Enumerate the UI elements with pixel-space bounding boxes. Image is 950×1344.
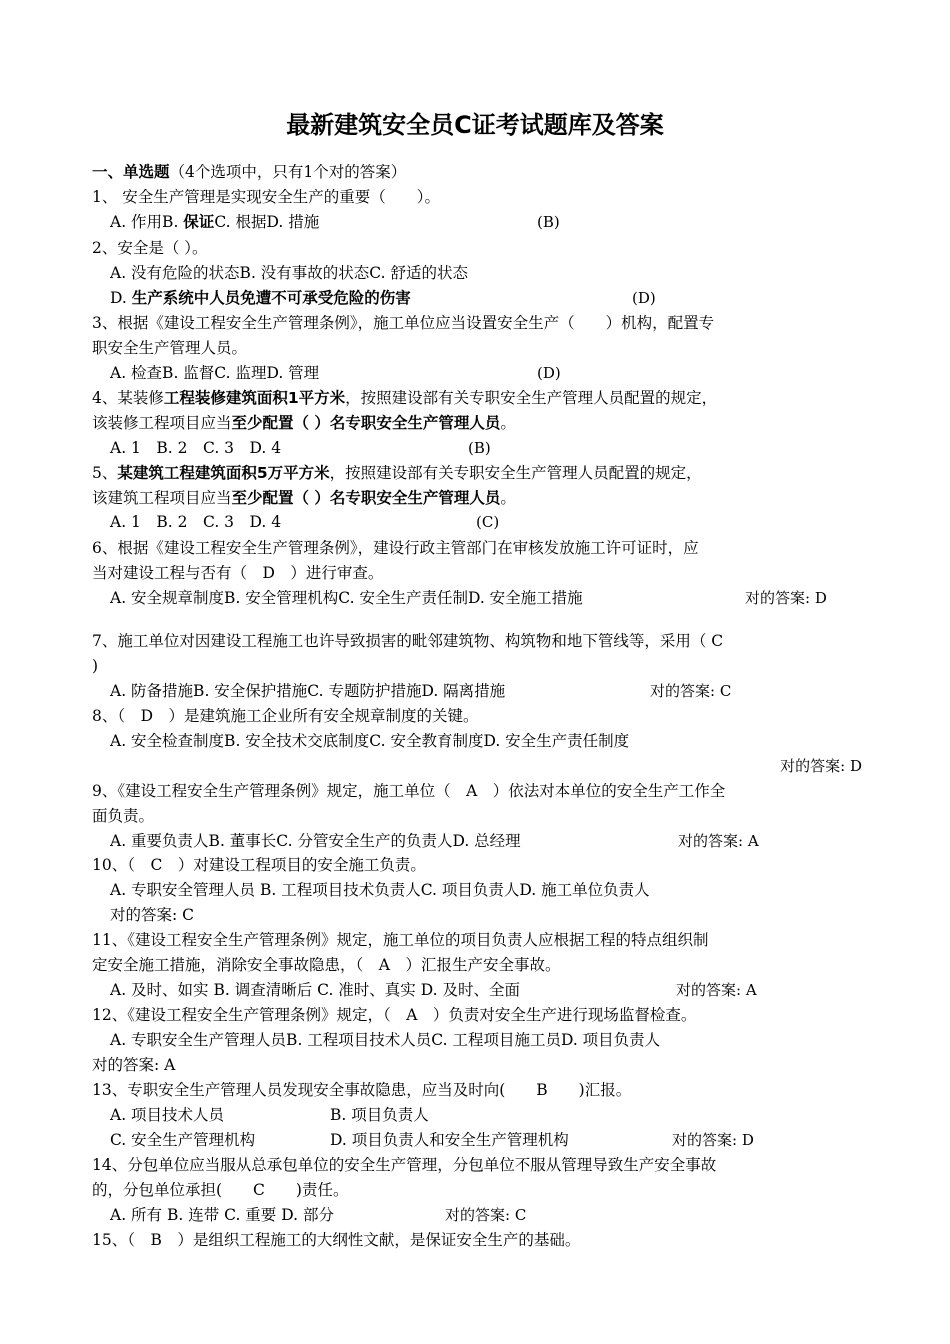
question-7-line-1: 7、施工单位对因建设工程施工也许导致损害的毗邻建筑物、构筑物和地下管线等，采用（ C	[92, 632, 724, 650]
question-14-line-2: 的，分包单位承担( C )责任。	[92, 1181, 349, 1199]
question-12-options: A. 专职安全生产管理人员B. 工程项目技术人员C. 工程项目施工员D. 项目负责人	[110, 1031, 661, 1049]
question-3-line-1: 3、根据《建设工程安全生产管理条例》，施工单位应当设置安全生产（ ）机构，配置专	[92, 314, 715, 332]
question-bold: 至少配置（ ）名专职安全生产管理人员	[231, 489, 501, 507]
question-6-line-2: 当对建设工程与否有（ D ）进行审查。	[92, 564, 384, 582]
question-5-answer: (C)	[476, 513, 500, 531]
question-5-options: A. 1 B. 2 C. 3 D. 4	[110, 513, 282, 531]
question-6-answer: 对的答案: D	[745, 589, 827, 607]
option-text: C. 根据D. 措施	[214, 213, 320, 231]
question-8: 8、（ D ）是建筑施工企业所有安全规章制度的关键。	[92, 707, 479, 725]
option-bold: 保证	[183, 213, 215, 231]
question-text: 该建筑工程项目应当	[92, 489, 232, 507]
question-12: 12、《建设工程安全生产管理条例》规定，（ A ）负责对安全生产进行现场监督检查。	[92, 1006, 697, 1024]
question-4-answer: (B)	[468, 439, 491, 457]
question-11-line-2: 定安全施工措施，消除安全事故隐患，（ A ）汇报生产安全事故。	[92, 956, 561, 974]
question-14-options: A. 所有 B. 连带 C. 重要 D. 部分	[110, 1206, 334, 1224]
question-bold: 某建筑工程建筑面积5万平方米	[117, 464, 330, 482]
question-3-line-2: 职安全生产管理人员。	[92, 339, 248, 357]
question-text: 5、	[92, 464, 118, 482]
question-9-line-2: 面负责。	[92, 807, 155, 825]
question-3-answer: (D)	[537, 364, 561, 382]
question-3-options: A. 检查B. 监督C. 监理D. 管理	[110, 364, 320, 382]
question-7-line-2: )	[92, 657, 99, 675]
question-12-answer: 对的答案: A	[92, 1056, 176, 1074]
question-13: 13、专职安全生产管理人员发现安全事故隐患，应当及时向( B )汇报。	[92, 1081, 632, 1099]
question-6-options: A. 安全规章制度B. 安全管理机构C. 安全生产责任制D. 安全施工措施	[110, 589, 583, 607]
question-text: ，按照建设部有关专职安全生产管理人员配置的规定，	[329, 464, 702, 482]
question-text: 该装修工程项目应当	[92, 414, 232, 432]
question-13-option-b: B. 项目负责人	[330, 1106, 429, 1124]
question-9-line-1: 9、《建设工程安全生产管理条例》规定，施工单位（ A ）依法对本单位的安全生产工作全	[92, 782, 726, 800]
option-text: A. 作用B.	[110, 213, 184, 231]
question-6-line-1: 6、根据《建设工程安全生产管理条例》，建设行政主管部门在审核发放施工许可证时，应	[92, 539, 699, 557]
question-7-answer: 对的答案: C	[650, 682, 732, 700]
question-1-answer: (B)	[537, 213, 560, 231]
section-note: （4个选项中，只有1个对的答案）	[169, 163, 407, 181]
question-4-options: A. 1 B. 2 C. 3 D. 4	[110, 439, 282, 457]
question-2: 2、安全是（ ）。	[92, 239, 208, 257]
section-label: 一、单选题	[92, 163, 170, 181]
question-bold: 至少配置（ ）名专职安全生产管理人员	[231, 414, 501, 432]
question-10: 10、（ C ）对建设工程项目的安全施工负责。	[92, 856, 426, 874]
question-13-option-d: D. 项目负责人和安全生产管理机构	[330, 1131, 569, 1149]
question-11-line-1: 11、《建设工程安全生产管理条例》规定，施工单位的项目负责人应根据工程的特点组织制	[92, 931, 709, 949]
question-text: 。	[500, 414, 516, 432]
question-4-line-1	[92, 386, 717, 410]
question-8-options: A. 安全检查制度B. 安全技术交底制度C. 安全教育制度D. 安全生产责任制度	[110, 732, 630, 750]
option-text: D.	[110, 289, 132, 307]
question-11-options: A. 及时、如实 B. 调查清晰后 C. 准时、真实 D. 及时、全面	[110, 981, 520, 999]
question-2-options: A. 没有危险的状态B. 没有事故的状态C. 舒适的状态	[110, 264, 468, 282]
question-9-options: A. 重要负责人B. 董事长C. 分管安全生产的负责人D. 总经理	[110, 832, 521, 850]
question-13-option-a: A. 项目技术人员	[110, 1106, 225, 1124]
question-1-options	[110, 210, 319, 234]
question-4-line-2	[92, 411, 516, 435]
question-8-answer: 对的答案: D	[780, 757, 862, 775]
question-13-answer: 对的答案: D	[672, 1131, 754, 1149]
question-14-line-1: 14、分包单位应当服从总承包单位的安全生产管理，分包单位不服从管理导致生产安全事故	[92, 1156, 717, 1174]
question-5-line-2	[92, 486, 516, 510]
question-10-options: A. 专职安全管理人员 B. 工程项目技术负责人C. 项目负责人D. 施工单位负责人	[110, 881, 650, 899]
document-title: 最新建筑安全员C证考试题库及答案	[286, 111, 664, 139]
question-15: 15、（ B ）是组织工程施工的大纲性文献，是保证安全生产的基础。	[92, 1231, 581, 1249]
question-2-options-d	[110, 286, 411, 310]
question-text: 4、某装修	[92, 389, 164, 407]
question-14-answer: 对的答案: C	[445, 1206, 527, 1224]
section-heading	[92, 160, 406, 184]
question-7-options: A. 防备措施B. 安全保护措施C. 专题防护措施D. 隔离措施	[110, 682, 506, 700]
question-5-line-1	[92, 461, 702, 485]
question-bold: 工程装修建筑面积1平方米	[163, 389, 346, 407]
question-text: ，按照建设部有关专职安全生产管理人员配置的规定，	[345, 389, 718, 407]
question-10-answer: 对的答案: C	[110, 906, 195, 924]
question-9-answer: 对的答案: A	[678, 832, 759, 850]
question-11-answer: 对的答案: A	[676, 981, 757, 999]
question-1: 1、 安全生产管理是实现安全生产的重要（ ）。	[92, 188, 441, 206]
question-13-option-c: C. 安全生产管理机构	[110, 1131, 256, 1149]
question-2-answer: (D)	[632, 289, 656, 307]
question-text: 。	[500, 489, 516, 507]
option-bold: 生产系统中人员免遭不可承受危险的伤害	[131, 289, 411, 307]
